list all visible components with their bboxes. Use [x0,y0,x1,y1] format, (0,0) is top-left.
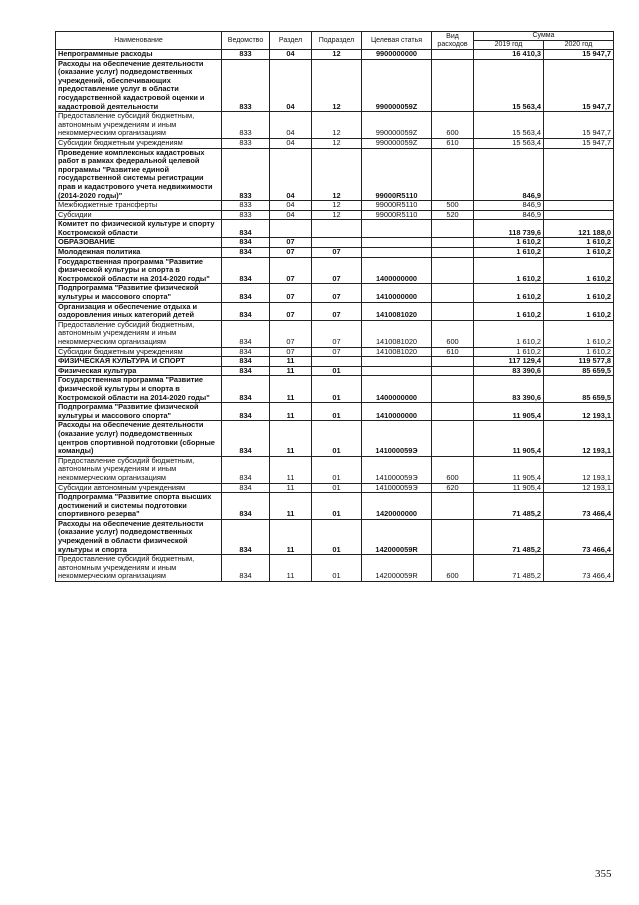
cell-razdel: 04 [270,50,312,60]
cell-podrazdel: 07 [312,347,362,357]
table-row [56,284,614,302]
table-row [56,257,614,284]
header-vedomstvo: Ведомство [222,32,270,50]
header-sum: Сумма [474,32,614,41]
cell-sum-2020: 73 466,4 [544,519,614,554]
cell-name: Подпрограмма "Развитие физической культуры и массового спорта" [56,403,222,421]
cell-target-article: 142000059R [362,555,432,582]
table-row [56,50,614,60]
cell-sum-2019: 1 610,2 [474,284,544,302]
cell-expense-type [432,284,474,302]
cell-sum-2019: 117 129,4 [474,357,544,367]
cell-razdel: 11 [270,421,312,456]
cell-sum-2019: 15 563,4 [474,138,544,148]
cell-expense-type: 610 [432,138,474,148]
cell-sum-2019: 71 485,2 [474,493,544,520]
table-row [56,302,614,320]
cell-target-article [362,220,432,238]
cell-razdel: 07 [270,257,312,284]
cell-vedomstvo: 834 [222,284,270,302]
cell-podrazdel: 01 [312,555,362,582]
cell-podrazdel: 01 [312,421,362,456]
cell-expense-type: 600 [432,112,474,139]
table-row [56,148,614,201]
cell-vedomstvo: 834 [222,366,270,376]
table-row [56,357,614,367]
cell-razdel: 07 [270,302,312,320]
cell-razdel: 11 [270,376,312,403]
cell-razdel: 11 [270,357,312,367]
cell-podrazdel: 01 [312,403,362,421]
cell-target-article: 1410081020 [362,347,432,357]
cell-vedomstvo: 833 [222,59,270,112]
header-razdel: Раздел [270,32,312,50]
cell-razdel: 04 [270,210,312,220]
cell-target-article: 1400000000 [362,257,432,284]
cell-name: Предоставление субсидий бюджетным, автономным учреждениям и иным некоммерческим организациям [56,555,222,582]
cell-sum-2020 [544,210,614,220]
cell-target-article: 1410000000 [362,284,432,302]
cell-sum-2020 [544,201,614,211]
cell-sum-2019: 16 410,3 [474,50,544,60]
cell-sum-2020: 1 610,2 [544,302,614,320]
cell-vedomstvo: 834 [222,403,270,421]
cell-podrazdel: 12 [312,50,362,60]
cell-razdel: 11 [270,403,312,421]
cell-podrazdel: 12 [312,59,362,112]
cell-razdel: 04 [270,112,312,139]
header-year-2020: 2020 год [544,41,614,50]
cell-vedomstvo: 834 [222,320,270,347]
header-row [56,32,614,41]
cell-target-article: 1420000000 [362,493,432,520]
cell-vedomstvo: 834 [222,519,270,554]
cell-name: Расходы на обеспечение деятельности (оказание услуг) подведомственных учреждений в области физической культуры и спорта [56,519,222,554]
cell-target-article: 142000059R [362,519,432,554]
cell-sum-2019: 83 390,6 [474,366,544,376]
cell-vedomstvo: 834 [222,302,270,320]
header-podrazdel: Подраздел [312,32,362,50]
cell-sum-2020: 15 947,7 [544,59,614,112]
cell-podrazdel: 12 [312,138,362,148]
cell-target-article [362,366,432,376]
cell-sum-2019: 1 610,2 [474,302,544,320]
cell-expense-type [432,376,474,403]
cell-sum-2020: 1 610,2 [544,248,614,258]
cell-razdel: 11 [270,483,312,493]
cell-expense-type [432,403,474,421]
cell-name: Межбюджетные трансферты [56,201,222,211]
cell-name: Физическая культура [56,366,222,376]
cell-name: Государственная программа "Развитие физической культуры и спорта в Костромской области на 2014-2020 годы" [56,257,222,284]
cell-sum-2020: 119 577,8 [544,357,614,367]
cell-expense-type [432,220,474,238]
cell-podrazdel: 12 [312,210,362,220]
cell-name: Непрограммные расходы [56,50,222,60]
table-row [56,210,614,220]
cell-target-article [362,357,432,367]
cell-vedomstvo: 833 [222,112,270,139]
table-row [56,555,614,582]
cell-sum-2020 [544,148,614,201]
table-row [56,59,614,112]
header-target-article: Целевая статья [362,32,432,50]
cell-sum-2020: 85 659,5 [544,376,614,403]
table-row [56,248,614,258]
cell-name: Субсидии бюджетным учреждениям [56,138,222,148]
cell-sum-2020: 12 193,1 [544,456,614,483]
cell-target-article: 1400000000 [362,376,432,403]
cell-target-article: 9900000000 [362,50,432,60]
table-row [56,493,614,520]
cell-razdel: 04 [270,201,312,211]
cell-sum-2020: 1 610,2 [544,238,614,248]
table-row [56,403,614,421]
cell-target-article: 99000R5110 [362,201,432,211]
cell-sum-2019: 1 610,2 [474,320,544,347]
cell-sum-2019: 11 905,4 [474,421,544,456]
table-body [56,50,614,582]
cell-vedomstvo: 834 [222,357,270,367]
cell-razdel: 11 [270,493,312,520]
cell-podrazdel: 12 [312,112,362,139]
cell-razdel: 11 [270,366,312,376]
cell-sum-2020: 15 947,7 [544,112,614,139]
cell-sum-2020: 121 188,0 [544,220,614,238]
cell-vedomstvo: 834 [222,257,270,284]
table-row [56,138,614,148]
cell-expense-type [432,248,474,258]
cell-target-article: 141000059Э [362,456,432,483]
cell-sum-2019: 15 563,4 [474,112,544,139]
cell-vedomstvo: 834 [222,483,270,493]
cell-sum-2019: 71 485,2 [474,555,544,582]
cell-sum-2020: 12 193,1 [544,483,614,493]
cell-podrazdel [312,220,362,238]
cell-expense-type [432,50,474,60]
cell-razdel: 04 [270,59,312,112]
cell-razdel: 11 [270,555,312,582]
cell-expense-type: 600 [432,320,474,347]
cell-target-article [362,248,432,258]
cell-podrazdel [312,238,362,248]
cell-podrazdel: 01 [312,519,362,554]
cell-sum-2020: 73 466,4 [544,493,614,520]
cell-vedomstvo: 833 [222,138,270,148]
cell-podrazdel: 07 [312,248,362,258]
cell-vedomstvo: 834 [222,376,270,403]
cell-razdel: 07 [270,320,312,347]
cell-name: ФИЗИЧЕСКАЯ КУЛЬТУРА И СПОРТ [56,357,222,367]
cell-podrazdel: 07 [312,302,362,320]
cell-sum-2020: 73 466,4 [544,555,614,582]
cell-sum-2019: 846,9 [474,210,544,220]
cell-podrazdel: 01 [312,483,362,493]
cell-target-article: 1410081020 [362,302,432,320]
cell-sum-2019: 1 610,2 [474,238,544,248]
cell-sum-2019: 11 905,4 [474,403,544,421]
budget-table [55,31,614,582]
cell-target-article: 141000059Э [362,483,432,493]
cell-name: Проведение комплексных кадастровых работ в рамках федеральной целевой программы "Развитие единой государственной системы регистрации прав и кадастрового учета недвижимости (2014-2020 годы)" [56,148,222,201]
table-row [56,220,614,238]
table-row [56,366,614,376]
cell-expense-type [432,148,474,201]
cell-podrazdel: 07 [312,284,362,302]
cell-vedomstvo: 834 [222,555,270,582]
cell-podrazdel: 01 [312,493,362,520]
cell-expense-type [432,257,474,284]
cell-sum-2019: 846,9 [474,148,544,201]
cell-name: Расходы на обеспечение деятельности (оказание услуг) подведомственных центров спортивной подготовки (сборные команды) [56,421,222,456]
cell-razdel: 07 [270,238,312,248]
cell-expense-type [432,238,474,248]
cell-sum-2019: 83 390,6 [474,376,544,403]
table-row [56,320,614,347]
cell-vedomstvo: 834 [222,456,270,483]
cell-name: Предоставление субсидий бюджетным, автономным учреждениям и иным некоммерческим организациям [56,112,222,139]
cell-vedomstvo: 833 [222,50,270,60]
cell-sum-2020: 85 659,5 [544,366,614,376]
cell-sum-2019: 1 610,2 [474,248,544,258]
cell-sum-2019: 15 563,4 [474,59,544,112]
cell-name: Предоставление субсидий бюджетным, автономным учреждениям и иным некоммерческим организациям [56,456,222,483]
cell-vedomstvo: 834 [222,493,270,520]
cell-target-article: 990000059Z [362,59,432,112]
cell-vedomstvo: 833 [222,201,270,211]
cell-target-article: 990000059Z [362,112,432,139]
cell-sum-2020: 1 610,2 [544,347,614,357]
cell-razdel: 04 [270,138,312,148]
table-row [56,456,614,483]
cell-target-article: 1410000000 [362,403,432,421]
cell-name: Предоставление субсидий бюджетным, автономным учреждениям и иным некоммерческим организациям [56,320,222,347]
cell-sum-2020: 12 193,1 [544,403,614,421]
cell-target-article: 1410081020 [362,320,432,347]
cell-razdel: 07 [270,248,312,258]
cell-sum-2020: 1 610,2 [544,284,614,302]
cell-expense-type: 500 [432,201,474,211]
cell-target-article: 141000059Э [362,421,432,456]
cell-name: Организация и обеспечение отдыха и оздоровления иных категорий детей [56,302,222,320]
cell-razdel: 07 [270,347,312,357]
cell-podrazdel: 01 [312,456,362,483]
cell-expense-type [432,421,474,456]
header-expense-type: Вид расходов [432,32,474,50]
cell-name: Субсидии [56,210,222,220]
cell-name: Комитет по физической культуре и спорту Костромской области [56,220,222,238]
cell-sum-2019: 118 739,6 [474,220,544,238]
cell-razdel: 07 [270,284,312,302]
cell-expense-type: 620 [432,483,474,493]
cell-podrazdel: 12 [312,201,362,211]
cell-vedomstvo: 833 [222,148,270,201]
cell-sum-2019: 1 610,2 [474,257,544,284]
cell-razdel: 04 [270,148,312,201]
cell-sum-2019: 846,9 [474,201,544,211]
cell-razdel [270,220,312,238]
cell-expense-type: 600 [432,555,474,582]
cell-target-article [362,238,432,248]
cell-name: Молодежная политика [56,248,222,258]
cell-vedomstvo: 834 [222,238,270,248]
cell-target-article: 990000059Z [362,138,432,148]
cell-vedomstvo: 834 [222,248,270,258]
cell-sum-2020: 1 610,2 [544,257,614,284]
cell-podrazdel: 12 [312,148,362,201]
cell-vedomstvo: 834 [222,347,270,357]
cell-name: Субсидии бюджетным учреждениям [56,347,222,357]
header-year-2019: 2019 год [474,41,544,50]
cell-podrazdel: 07 [312,257,362,284]
cell-vedomstvo: 833 [222,210,270,220]
table-row [56,112,614,139]
cell-target-article: 99000R5110 [362,210,432,220]
cell-sum-2020: 15 947,7 [544,138,614,148]
cell-expense-type [432,59,474,112]
cell-sum-2019: 1 610,2 [474,347,544,357]
table-row [56,519,614,554]
cell-sum-2020: 1 610,2 [544,320,614,347]
table-row [56,347,614,357]
cell-name: ОБРАЗОВАНИЕ [56,238,222,248]
cell-sum-2019: 11 905,4 [474,483,544,493]
table-row [56,421,614,456]
cell-expense-type [432,366,474,376]
cell-expense-type: 520 [432,210,474,220]
cell-name: Подпрограмма "Развитие физической культуры и массового спорта" [56,284,222,302]
cell-podrazdel: 01 [312,376,362,403]
table-row [56,238,614,248]
cell-podrazdel: 01 [312,366,362,376]
cell-expense-type: 600 [432,456,474,483]
cell-sum-2019: 71 485,2 [474,519,544,554]
cell-sum-2020: 15 947,7 [544,50,614,60]
table-row [56,483,614,493]
cell-name: Расходы на обеспечение деятельности (оказание услуг) подведомственных учреждений, обеспечивающих предоставление услуг в области государственной кадастровой оценки и кадастровой деятельности [56,59,222,112]
cell-sum-2019: 11 905,4 [474,456,544,483]
header-name: Наименование [56,32,222,50]
cell-expense-type [432,519,474,554]
cell-sum-2020: 12 193,1 [544,421,614,456]
cell-target-article: 99000R5110 [362,148,432,201]
cell-expense-type [432,357,474,367]
cell-razdel: 11 [270,456,312,483]
cell-podrazdel [312,357,362,367]
cell-expense-type: 610 [432,347,474,357]
cell-name: Субсидии автономным учреждениям [56,483,222,493]
cell-name: Государственная программа "Развитие физической культуры и спорта в Костромской области на 2014-2020 годы" [56,376,222,403]
table-row [56,376,614,403]
table-row [56,201,614,211]
cell-name: Подпрограмма "Развитие спорта высших достижений и системы подготовки спортивного резерва" [56,493,222,520]
cell-expense-type [432,493,474,520]
cell-razdel: 11 [270,519,312,554]
page-number: 355 [595,868,612,880]
cell-vedomstvo: 834 [222,421,270,456]
cell-expense-type [432,302,474,320]
cell-podrazdel: 07 [312,320,362,347]
cell-vedomstvo: 834 [222,220,270,238]
